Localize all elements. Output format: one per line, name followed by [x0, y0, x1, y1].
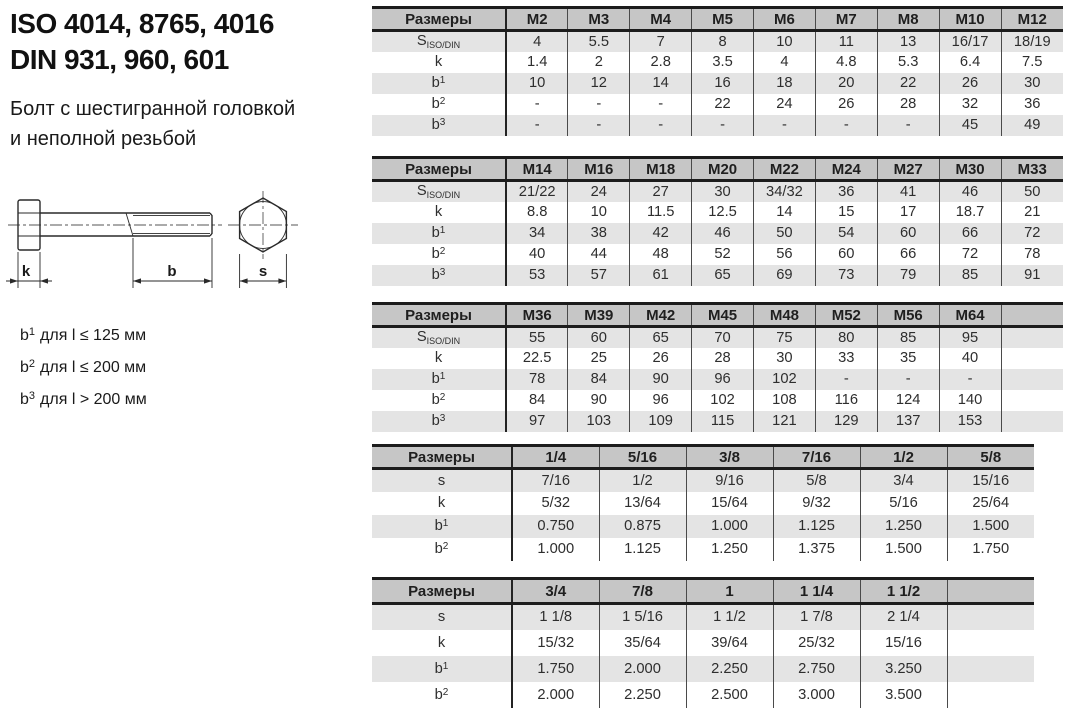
value-cell: 7/16 — [512, 469, 599, 492]
value-cell: 97 — [506, 411, 568, 432]
value-cell: 140 — [939, 390, 1001, 411]
bolt-end — [210, 213, 212, 236]
value-cell: 8 — [692, 31, 754, 52]
dimensions-table — [372, 577, 1034, 708]
column-header: 1/2 — [860, 446, 947, 469]
column-header: M16 — [568, 158, 630, 181]
value-cell: 121 — [754, 411, 816, 432]
value-cell: 14 — [630, 73, 692, 94]
value-cell — [1001, 327, 1063, 348]
column-header: 3/4 — [512, 579, 599, 604]
row-label: $b^2$ — [431, 96, 446, 112]
column-header: M18 — [630, 158, 692, 181]
value-cell: 41 — [877, 181, 939, 202]
value-cell: 34 — [506, 223, 568, 244]
value-cell: 3.5 — [692, 52, 754, 73]
value-cell: 109 — [630, 411, 692, 432]
value-cell: 15/64 — [686, 492, 773, 515]
table-row — [372, 469, 1034, 492]
value-cell: 52 — [692, 244, 754, 265]
dimension-label-k: k — [21, 263, 31, 280]
value-cell: 56 — [754, 244, 816, 265]
value-cell: 33 — [815, 348, 877, 369]
column-header: 1 — [686, 579, 773, 604]
metric-table-m14-m33 — [372, 156, 1063, 286]
value-cell: 28 — [692, 348, 754, 369]
column-header: Размеры — [372, 8, 506, 31]
metric-table-m36-m64 — [372, 302, 1063, 432]
value-cell: 5/16 — [860, 492, 947, 515]
value-cell: 10 — [506, 73, 568, 94]
value-cell: 13/64 — [599, 492, 686, 515]
value-cell — [947, 682, 1034, 708]
table-row — [372, 369, 1063, 390]
column-header: M22 — [754, 158, 816, 181]
value-cell: 60 — [877, 223, 939, 244]
column-header: 1 1/4 — [773, 579, 860, 604]
value-cell: - — [754, 115, 816, 136]
value-cell: 1/2 — [599, 469, 686, 492]
value-cell: 2.250 — [599, 682, 686, 708]
value-cell: 1 7/8 — [773, 604, 860, 630]
value-cell: 60 — [815, 244, 877, 265]
value-cell: - — [877, 115, 939, 136]
value-cell: 90 — [630, 369, 692, 390]
value-cell: 102 — [754, 369, 816, 390]
value-cell: 1.000 — [512, 538, 599, 561]
table-row — [372, 682, 1034, 708]
thread-runout — [126, 213, 133, 236]
bolt-drawing — [6, 188, 328, 302]
table-row — [372, 181, 1063, 202]
value-cell — [947, 656, 1034, 682]
value-cell: 40 — [506, 244, 568, 265]
value-cell: 21 — [1001, 202, 1063, 223]
row-label: $b^2$ — [431, 392, 446, 408]
column-header: Размеры — [372, 304, 506, 327]
value-cell: 46 — [692, 223, 754, 244]
row-label: $b^1$ — [431, 371, 446, 387]
column-header: Размеры — [372, 158, 506, 181]
value-cell: 2.8 — [630, 52, 692, 73]
value-cell: 25/32 — [773, 630, 860, 656]
dimensions-table — [372, 302, 1063, 432]
value-cell: 16/17 — [939, 31, 1001, 52]
value-cell — [1001, 390, 1063, 411]
column-header: M33 — [1001, 158, 1063, 181]
value-cell: 14 — [754, 202, 816, 223]
column-header: M14 — [506, 158, 568, 181]
value-cell — [1001, 348, 1063, 369]
value-cell: 27 — [630, 181, 692, 202]
value-cell: 50 — [1001, 181, 1063, 202]
value-cell: 90 — [568, 390, 630, 411]
row-label: $b^1$ — [431, 225, 446, 241]
value-cell: 7 — [630, 31, 692, 52]
value-cell: 61 — [630, 265, 692, 286]
value-cell: - — [630, 94, 692, 115]
value-cell: 2.000 — [599, 656, 686, 682]
column-header: 5/8 — [947, 446, 1034, 469]
value-cell: 108 — [754, 390, 816, 411]
value-cell: 72 — [939, 244, 1001, 265]
value-cell: 49 — [1001, 115, 1063, 136]
value-cell: 1.250 — [860, 515, 947, 538]
value-cell: 0.875 — [599, 515, 686, 538]
value-cell: 48 — [630, 244, 692, 265]
value-cell: 79 — [877, 265, 939, 286]
value-cell: 11.5 — [630, 202, 692, 223]
title-din: DIN 931, 960, 601 — [10, 44, 229, 75]
value-cell: 91 — [1001, 265, 1063, 286]
value-cell: 2.750 — [773, 656, 860, 682]
subtitle-line-2: и неполной резьбой — [10, 128, 197, 150]
row-label: s — [437, 609, 446, 626]
value-cell: 85 — [877, 327, 939, 348]
row-label: s — [437, 472, 446, 489]
column-header: M27 — [877, 158, 939, 181]
value-cell: 84 — [568, 369, 630, 390]
value-cell: 20 — [815, 73, 877, 94]
value-cell: 73 — [815, 265, 877, 286]
row-label: k — [434, 350, 443, 366]
value-cell: 1.375 — [773, 538, 860, 561]
table-row — [372, 327, 1063, 348]
value-cell: 1.125 — [599, 538, 686, 561]
column-header — [947, 579, 1034, 604]
column-header: 5/16 — [599, 446, 686, 469]
table-row — [372, 115, 1063, 136]
column-header: 1 1/2 — [860, 579, 947, 604]
table-row — [372, 390, 1063, 411]
value-cell: 54 — [815, 223, 877, 244]
value-cell: 30 — [692, 181, 754, 202]
value-cell: 2.500 — [686, 682, 773, 708]
value-cell: 17 — [877, 202, 939, 223]
value-cell: 1.500 — [860, 538, 947, 561]
value-cell: 3.250 — [860, 656, 947, 682]
value-cell: - — [939, 369, 1001, 390]
row-label: $S_{ISO/DIN}$ — [416, 33, 461, 51]
value-cell — [1001, 369, 1063, 390]
value-cell: 10 — [568, 202, 630, 223]
column-header: M20 — [692, 158, 754, 181]
column-header: 3/8 — [686, 446, 773, 469]
value-cell: 45 — [939, 115, 1001, 136]
value-cell: 85 — [939, 265, 1001, 286]
value-cell: 96 — [630, 390, 692, 411]
column-header: M42 — [630, 304, 692, 327]
inch-table-1-4-to-5-8 — [372, 444, 1034, 561]
value-cell: - — [815, 369, 877, 390]
table-row — [372, 202, 1063, 223]
value-cell: 65 — [630, 327, 692, 348]
value-cell: 18/19 — [1001, 31, 1063, 52]
value-cell: 78 — [506, 369, 568, 390]
value-cell: 2.250 — [686, 656, 773, 682]
value-cell: 69 — [754, 265, 816, 286]
value-cell: 24 — [754, 94, 816, 115]
note-b1: $b^1$ для l ≤ 125 мм — [20, 326, 147, 344]
value-cell: - — [568, 94, 630, 115]
subtitle-line-1: Болт с шестигранной головкой — [10, 98, 296, 120]
value-cell: 46 — [939, 181, 1001, 202]
note-b3: $b^3$ для l > 200 мм — [20, 390, 147, 408]
value-cell: 5.3 — [877, 52, 939, 73]
value-cell: 53 — [506, 265, 568, 286]
value-cell: 1.4 — [506, 52, 568, 73]
value-cell: 57 — [568, 265, 630, 286]
row-label: $S_{ISO/DIN}$ — [416, 183, 461, 201]
value-cell — [947, 604, 1034, 630]
value-cell: 65 — [692, 265, 754, 286]
title-iso: ISO 4014, 8765, 4016 — [10, 8, 274, 39]
value-cell: 15/16 — [947, 469, 1034, 492]
table-row — [372, 538, 1034, 561]
value-cell: 4 — [506, 31, 568, 52]
row-label: $b^2$ — [431, 246, 446, 262]
value-cell: 3.000 — [773, 682, 860, 708]
value-cell: 137 — [877, 411, 939, 432]
value-cell: 8.8 — [506, 202, 568, 223]
column-header: Размеры — [372, 579, 512, 604]
row-label: $b^1$ — [434, 660, 449, 677]
table-row — [372, 515, 1034, 538]
row-label: $b^1$ — [431, 75, 446, 91]
value-cell: 1 5/16 — [599, 604, 686, 630]
dimensions-table — [372, 156, 1063, 286]
table-row — [372, 73, 1063, 94]
value-cell: 66 — [939, 223, 1001, 244]
table-row — [372, 223, 1063, 244]
value-cell: 22.5 — [506, 348, 568, 369]
table-row — [372, 265, 1063, 286]
column-header: M4 — [630, 8, 692, 31]
value-cell: 35/64 — [599, 630, 686, 656]
value-cell: - — [815, 115, 877, 136]
row-label: $b^1$ — [434, 518, 449, 534]
table-row — [372, 244, 1063, 265]
value-cell: 12.5 — [692, 202, 754, 223]
column-header: 7/8 — [599, 579, 686, 604]
value-cell: 36 — [815, 181, 877, 202]
value-cell: - — [506, 94, 568, 115]
row-label: $S_{ISO/DIN}$ — [416, 329, 461, 347]
row-label: $b^2$ — [434, 541, 449, 557]
value-cell: 129 — [815, 411, 877, 432]
value-cell: 25/64 — [947, 492, 1034, 515]
value-cell: - — [506, 115, 568, 136]
value-cell: 5/32 — [512, 492, 599, 515]
value-cell: 26 — [939, 73, 1001, 94]
value-cell: 39/64 — [686, 630, 773, 656]
value-cell: 78 — [1001, 244, 1063, 265]
value-cell: - — [568, 115, 630, 136]
value-cell: - — [692, 115, 754, 136]
table-row — [372, 492, 1034, 515]
value-cell: 70 — [692, 327, 754, 348]
table-row — [372, 656, 1034, 682]
value-cell: 3/4 — [860, 469, 947, 492]
value-cell: 1.250 — [686, 538, 773, 561]
column-header: 1/4 — [512, 446, 599, 469]
value-cell: 44 — [568, 244, 630, 265]
value-cell: 38 — [568, 223, 630, 244]
value-cell: 84 — [506, 390, 568, 411]
column-header: M64 — [939, 304, 1001, 327]
value-cell: 13 — [877, 31, 939, 52]
column-header: M52 — [815, 304, 877, 327]
value-cell: 115 — [692, 411, 754, 432]
value-cell: 0.750 — [512, 515, 599, 538]
value-cell: 15/32 — [512, 630, 599, 656]
value-cell: 9/32 — [773, 492, 860, 515]
value-cell: 5.5 — [568, 31, 630, 52]
value-cell: 11 — [815, 31, 877, 52]
value-cell: 18.7 — [939, 202, 1001, 223]
value-cell: 80 — [815, 327, 877, 348]
column-header: M8 — [877, 8, 939, 31]
column-header: M2 — [506, 8, 568, 31]
column-header: M39 — [568, 304, 630, 327]
value-cell: 2.000 — [512, 682, 599, 708]
value-cell: 10 — [754, 31, 816, 52]
value-cell: 153 — [939, 411, 1001, 432]
value-cell: 9/16 — [686, 469, 773, 492]
column-header: M48 — [754, 304, 816, 327]
value-cell: 30 — [1001, 73, 1063, 94]
value-cell: 26 — [815, 94, 877, 115]
table-row — [372, 604, 1034, 630]
value-cell: 95 — [939, 327, 1001, 348]
value-cell: 4 — [754, 52, 816, 73]
column-header: M12 — [1001, 8, 1063, 31]
value-cell: 124 — [877, 390, 939, 411]
value-cell: 1.000 — [686, 515, 773, 538]
column-header: M36 — [506, 304, 568, 327]
value-cell: 1.125 — [773, 515, 860, 538]
value-cell: 102 — [692, 390, 754, 411]
column-header: M24 — [815, 158, 877, 181]
value-cell: 35 — [877, 348, 939, 369]
value-cell: 103 — [568, 411, 630, 432]
value-cell: 36 — [1001, 94, 1063, 115]
value-cell: 6.4 — [939, 52, 1001, 73]
value-cell: 34/32 — [754, 181, 816, 202]
value-cell: 3.500 — [860, 682, 947, 708]
value-cell: 24 — [568, 181, 630, 202]
row-label: k — [434, 54, 443, 70]
row-label: $b^3$ — [431, 117, 446, 133]
value-cell: 16 — [692, 73, 754, 94]
inch-table-3-4-to-1-1-2 — [372, 577, 1034, 708]
table-row — [372, 348, 1063, 369]
value-cell: 5/8 — [773, 469, 860, 492]
value-cell: 1 1/2 — [686, 604, 773, 630]
value-cell — [1001, 411, 1063, 432]
value-cell: 22 — [692, 94, 754, 115]
row-label: k — [437, 634, 446, 651]
value-cell: 2 1/4 — [860, 604, 947, 630]
value-cell: 96 — [692, 369, 754, 390]
dimension-label-b: b — [167, 263, 177, 280]
column-header: 7/16 — [773, 446, 860, 469]
row-label: $b^3$ — [431, 413, 446, 429]
value-cell: 1.750 — [512, 656, 599, 682]
table-row — [372, 94, 1063, 115]
value-cell: 26 — [630, 348, 692, 369]
column-header: M10 — [939, 8, 1001, 31]
column-header: M5 — [692, 8, 754, 31]
value-cell: 7.5 — [1001, 52, 1063, 73]
value-cell: 75 — [754, 327, 816, 348]
value-cell: 72 — [1001, 223, 1063, 244]
value-cell: 32 — [939, 94, 1001, 115]
column-header: M45 — [692, 304, 754, 327]
value-cell: 25 — [568, 348, 630, 369]
value-cell: 1 1/8 — [512, 604, 599, 630]
value-cell: 116 — [815, 390, 877, 411]
table-row — [372, 31, 1063, 52]
note-b2: $b^2$ для l ≤ 200 мм — [20, 358, 147, 376]
row-label: $b^2$ — [434, 686, 449, 703]
value-cell: 15/16 — [860, 630, 947, 656]
value-cell: 30 — [754, 348, 816, 369]
table-row — [372, 52, 1063, 73]
value-cell: 2 — [568, 52, 630, 73]
value-cell: 42 — [630, 223, 692, 244]
value-cell: 4.8 — [815, 52, 877, 73]
dimensions-table — [372, 6, 1063, 136]
table-row — [372, 411, 1063, 432]
value-cell: 66 — [877, 244, 939, 265]
row-label: k — [434, 204, 443, 220]
table-row — [372, 630, 1034, 656]
metric-table-m2-m12 — [372, 6, 1063, 136]
value-cell: 12 — [568, 73, 630, 94]
value-cell: 50 — [754, 223, 816, 244]
value-cell: 60 — [568, 327, 630, 348]
column-header: M7 — [815, 8, 877, 31]
column-header — [1001, 304, 1063, 327]
row-label: k — [437, 495, 446, 511]
dimensions-table — [372, 444, 1034, 561]
column-header: M56 — [877, 304, 939, 327]
page-subtitle — [10, 94, 295, 154]
value-cell: 1.500 — [947, 515, 1034, 538]
value-cell: 18 — [754, 73, 816, 94]
value-cell: - — [630, 115, 692, 136]
column-header: M6 — [754, 8, 816, 31]
value-cell: 1.750 — [947, 538, 1034, 561]
column-header: M3 — [568, 8, 630, 31]
value-cell: 15 — [815, 202, 877, 223]
thread-length-notes — [20, 318, 147, 414]
dimension-label-s: s — [258, 263, 268, 280]
value-cell: 28 — [877, 94, 939, 115]
column-header: Размеры — [372, 446, 512, 469]
value-cell: 55 — [506, 327, 568, 348]
page-title — [10, 6, 274, 78]
value-cell: 21/22 — [506, 181, 568, 202]
value-cell — [947, 630, 1034, 656]
value-cell: 40 — [939, 348, 1001, 369]
row-label: $b^3$ — [431, 267, 446, 283]
value-cell: 22 — [877, 73, 939, 94]
value-cell: - — [877, 369, 939, 390]
column-header: M30 — [939, 158, 1001, 181]
